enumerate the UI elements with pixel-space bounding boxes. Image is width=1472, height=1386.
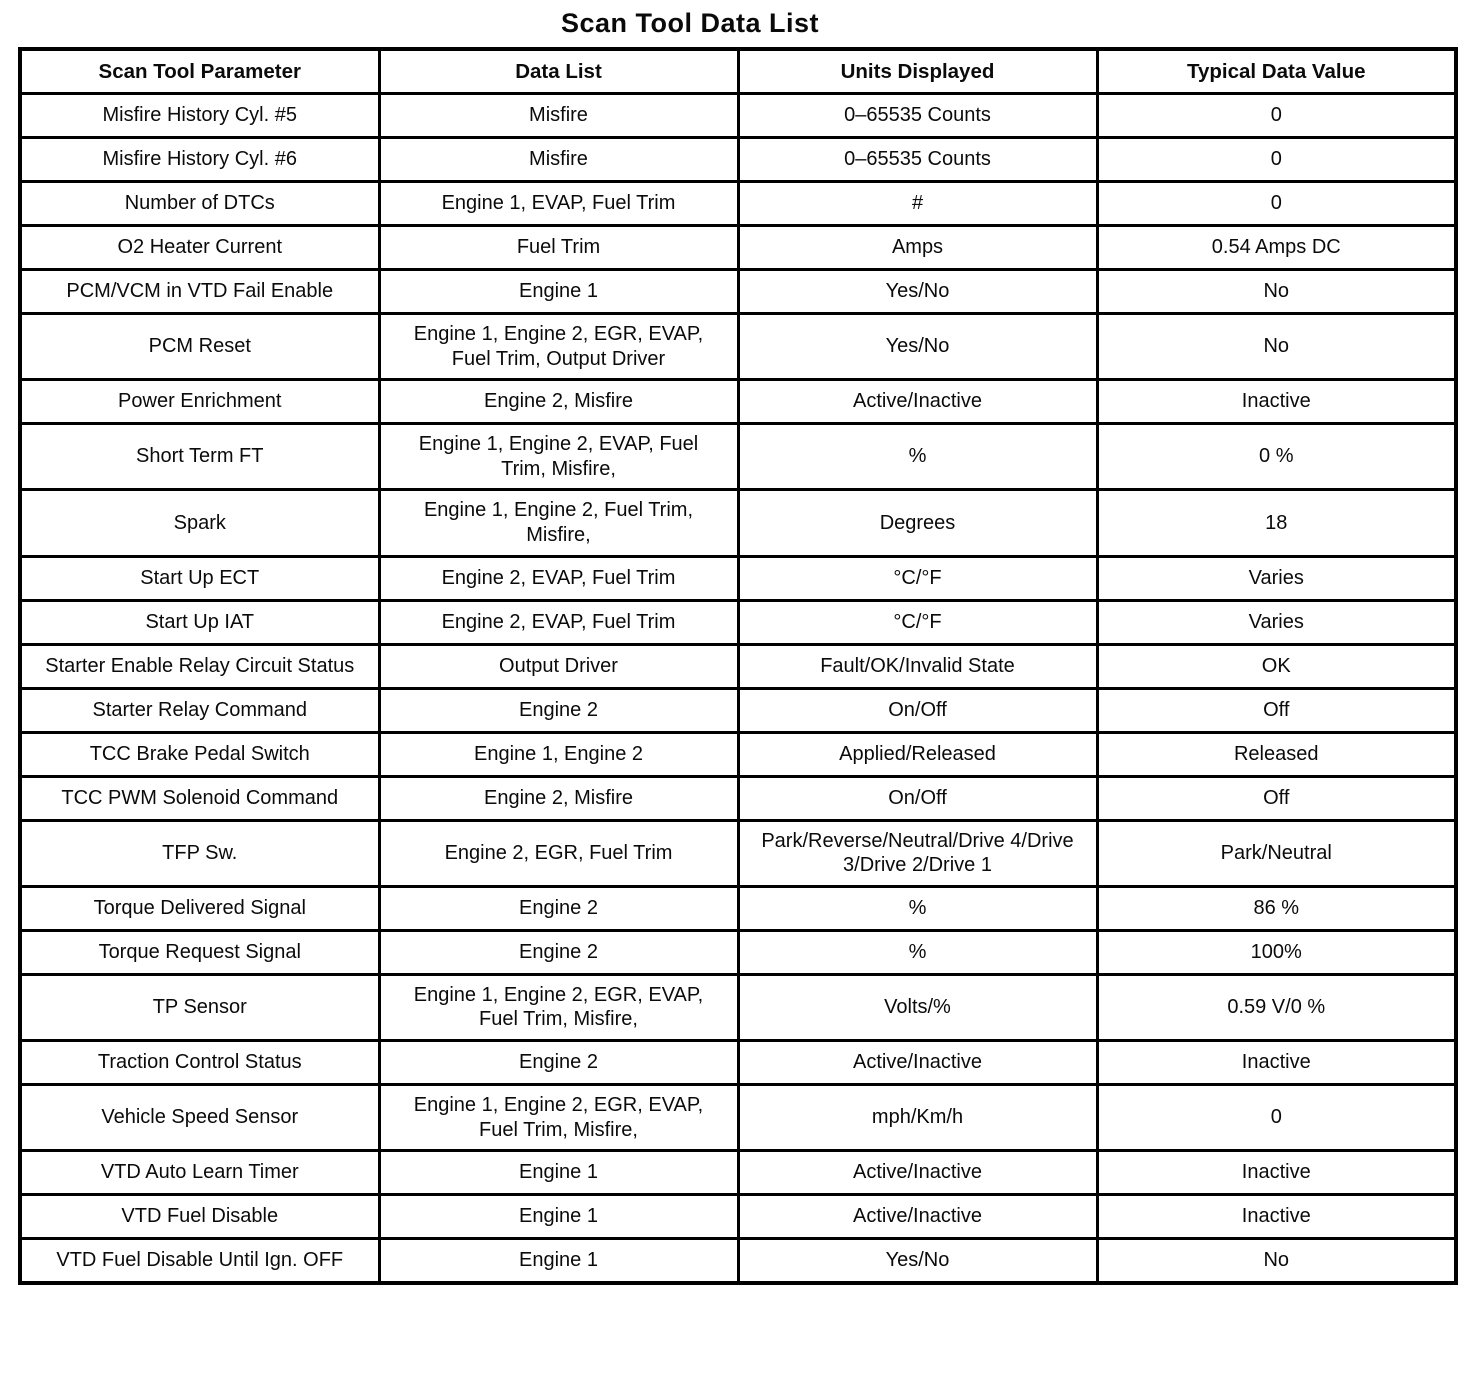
cell-typical-value: 0.54 Amps DC xyxy=(1097,226,1456,270)
cell-data-list: Engine 2, EVAP, Fuel Trim xyxy=(379,556,738,600)
cell-data-list: Engine 1, Engine 2, EGR, EVAP, Fuel Trim, Output Driver xyxy=(379,314,738,380)
cell-data-list: Misfire xyxy=(379,94,738,138)
cell-parameter: Short Term FT xyxy=(20,424,379,490)
cell-units: Amps xyxy=(738,226,1097,270)
cell-typical-value: Varies xyxy=(1097,600,1456,644)
page-title: Scan Tool Data List xyxy=(560,8,820,38)
table-row xyxy=(20,930,1456,974)
cell-typical-value: No xyxy=(1097,314,1456,380)
cell-parameter: Traction Control Status xyxy=(20,1040,379,1084)
table-row xyxy=(20,380,1456,424)
cell-units: Yes/No xyxy=(738,270,1097,314)
cell-parameter: TFP Sw. xyxy=(20,820,379,886)
cell-typical-value: Inactive xyxy=(1097,1151,1456,1195)
cell-data-list: Engine 1 xyxy=(379,270,738,314)
cell-typical-value: 86 % xyxy=(1097,886,1456,930)
table-row xyxy=(20,556,1456,600)
cell-typical-value: 0 xyxy=(1097,94,1456,138)
cell-units: % xyxy=(738,424,1097,490)
cell-units: On/Off xyxy=(738,776,1097,820)
cell-data-list: Engine 1, Engine 2, EGR, EVAP, Fuel Trim, Misfire, xyxy=(379,1084,738,1150)
cell-parameter: Start Up IAT xyxy=(20,600,379,644)
cell-typical-value: OK xyxy=(1097,644,1456,688)
table-row xyxy=(20,1151,1456,1195)
cell-units: 0–65535 Counts xyxy=(738,138,1097,182)
cell-units: °C/°F xyxy=(738,600,1097,644)
column-header: Typical Data Value xyxy=(1097,49,1456,94)
cell-typical-value: Inactive xyxy=(1097,380,1456,424)
cell-parameter: O2 Heater Current xyxy=(20,226,379,270)
table-row xyxy=(20,424,1456,490)
cell-parameter: VTD Auto Learn Timer xyxy=(20,1151,379,1195)
cell-parameter: PCM Reset xyxy=(20,314,379,380)
table-row xyxy=(20,270,1456,314)
table-row xyxy=(20,732,1456,776)
cell-data-list: Engine 1, EVAP, Fuel Trim xyxy=(379,182,738,226)
table-row xyxy=(20,94,1456,138)
cell-parameter: Torque Delivered Signal xyxy=(20,886,379,930)
cell-units: Applied/Released xyxy=(738,732,1097,776)
cell-data-list: Engine 2 xyxy=(379,688,738,732)
table-row xyxy=(20,1239,1456,1284)
header-row xyxy=(20,49,1456,94)
cell-data-list: Engine 1 xyxy=(379,1239,738,1284)
cell-parameter: VTD Fuel Disable Until Ign. OFF xyxy=(20,1239,379,1284)
cell-typical-value: Park/Neutral xyxy=(1097,820,1456,886)
cell-typical-value: 18 xyxy=(1097,490,1456,556)
cell-parameter: Misfire History Cyl. #6 xyxy=(20,138,379,182)
cell-data-list: Engine 2, EGR, Fuel Trim xyxy=(379,820,738,886)
cell-data-list: Engine 1, Engine 2, EGR, EVAP, Fuel Trim, Misfire, xyxy=(379,974,738,1040)
cell-units: Yes/No xyxy=(738,1239,1097,1284)
table-row xyxy=(20,688,1456,732)
cell-data-list: Engine 2 xyxy=(379,886,738,930)
table-row xyxy=(20,226,1456,270)
table-body xyxy=(20,94,1456,1284)
cell-units: # xyxy=(738,182,1097,226)
cell-units: Fault/OK/Invalid State xyxy=(738,644,1097,688)
cell-data-list: Fuel Trim xyxy=(379,226,738,270)
cell-parameter: Misfire History Cyl. #5 xyxy=(20,94,379,138)
cell-typical-value: Inactive xyxy=(1097,1195,1456,1239)
cell-parameter: PCM/VCM in VTD Fail Enable xyxy=(20,270,379,314)
cell-units: Yes/No xyxy=(738,314,1097,380)
cell-typical-value: Varies xyxy=(1097,556,1456,600)
table-row xyxy=(20,600,1456,644)
cell-parameter: Number of DTCs xyxy=(20,182,379,226)
cell-data-list: Misfire xyxy=(379,138,738,182)
cell-units: Active/Inactive xyxy=(738,1040,1097,1084)
table-row xyxy=(20,138,1456,182)
table-row xyxy=(20,314,1456,380)
cell-typical-value: 0 % xyxy=(1097,424,1456,490)
cell-data-list: Engine 2, Misfire xyxy=(379,380,738,424)
cell-units: Park/Reverse/Neutral/Drive 4/Drive 3/Drive 2/Drive 1 xyxy=(738,820,1097,886)
cell-data-list: Engine 2, Misfire xyxy=(379,776,738,820)
cell-typical-value: 0 xyxy=(1097,182,1456,226)
cell-units: Degrees xyxy=(738,490,1097,556)
table-row xyxy=(20,490,1456,556)
cell-parameter: VTD Fuel Disable xyxy=(20,1195,379,1239)
cell-parameter: Power Enrichment xyxy=(20,380,379,424)
cell-typical-value: No xyxy=(1097,270,1456,314)
table-row xyxy=(20,1195,1456,1239)
scan-tool-data-table xyxy=(18,47,1458,1285)
cell-typical-value: 0 xyxy=(1097,138,1456,182)
table-row xyxy=(20,1084,1456,1150)
cell-data-list: Engine 1 xyxy=(379,1195,738,1239)
cell-data-list: Engine 1, Engine 2, EVAP, Fuel Trim, Misfire, xyxy=(379,424,738,490)
cell-typical-value: 0.59 V/0 % xyxy=(1097,974,1456,1040)
cell-typical-value: 0 xyxy=(1097,1084,1456,1150)
cell-parameter: Spark xyxy=(20,490,379,556)
cell-typical-value: No xyxy=(1097,1239,1456,1284)
cell-data-list: Engine 2 xyxy=(379,1040,738,1084)
cell-data-list: Engine 1 xyxy=(379,1151,738,1195)
cell-typical-value: Inactive xyxy=(1097,1040,1456,1084)
table-row xyxy=(20,886,1456,930)
cell-data-list: Engine 2, EVAP, Fuel Trim xyxy=(379,600,738,644)
cell-units: mph/Km/h xyxy=(738,1084,1097,1150)
cell-parameter: Torque Request Signal xyxy=(20,930,379,974)
cell-parameter: Vehicle Speed Sensor xyxy=(20,1084,379,1150)
table-row xyxy=(20,182,1456,226)
table-row xyxy=(20,644,1456,688)
table-row xyxy=(20,974,1456,1040)
cell-units: % xyxy=(738,930,1097,974)
cell-typical-value: Off xyxy=(1097,688,1456,732)
cell-typical-value: 100% xyxy=(1097,930,1456,974)
cell-parameter: TCC Brake Pedal Switch xyxy=(20,732,379,776)
cell-typical-value: Off xyxy=(1097,776,1456,820)
table-row xyxy=(20,1040,1456,1084)
cell-units: 0–65535 Counts xyxy=(738,94,1097,138)
cell-units: °C/°F xyxy=(738,556,1097,600)
cell-units: Active/Inactive xyxy=(738,1151,1097,1195)
cell-data-list: Engine 1, Engine 2, Fuel Trim, Misfire, xyxy=(379,490,738,556)
column-header: Scan Tool Parameter xyxy=(20,49,379,94)
cell-units: Active/Inactive xyxy=(738,380,1097,424)
cell-data-list: Output Driver xyxy=(379,644,738,688)
cell-parameter: Starter Relay Command xyxy=(20,688,379,732)
cell-units: On/Off xyxy=(738,688,1097,732)
column-header: Units Displayed xyxy=(738,49,1097,94)
cell-data-list: Engine 2 xyxy=(379,930,738,974)
cell-units: % xyxy=(738,886,1097,930)
cell-parameter: TCC PWM Solenoid Command xyxy=(20,776,379,820)
cell-data-list: Engine 1, Engine 2 xyxy=(379,732,738,776)
cell-parameter: Starter Enable Relay Circuit Status xyxy=(20,644,379,688)
table-row xyxy=(20,776,1456,820)
cell-parameter: TP Sensor xyxy=(20,974,379,1040)
cell-units: Active/Inactive xyxy=(738,1195,1097,1239)
table-row xyxy=(20,820,1456,886)
cell-typical-value: Released xyxy=(1097,732,1456,776)
column-header: Data List xyxy=(379,49,738,94)
cell-parameter: Start Up ECT xyxy=(20,556,379,600)
cell-units: Volts/% xyxy=(738,974,1097,1040)
